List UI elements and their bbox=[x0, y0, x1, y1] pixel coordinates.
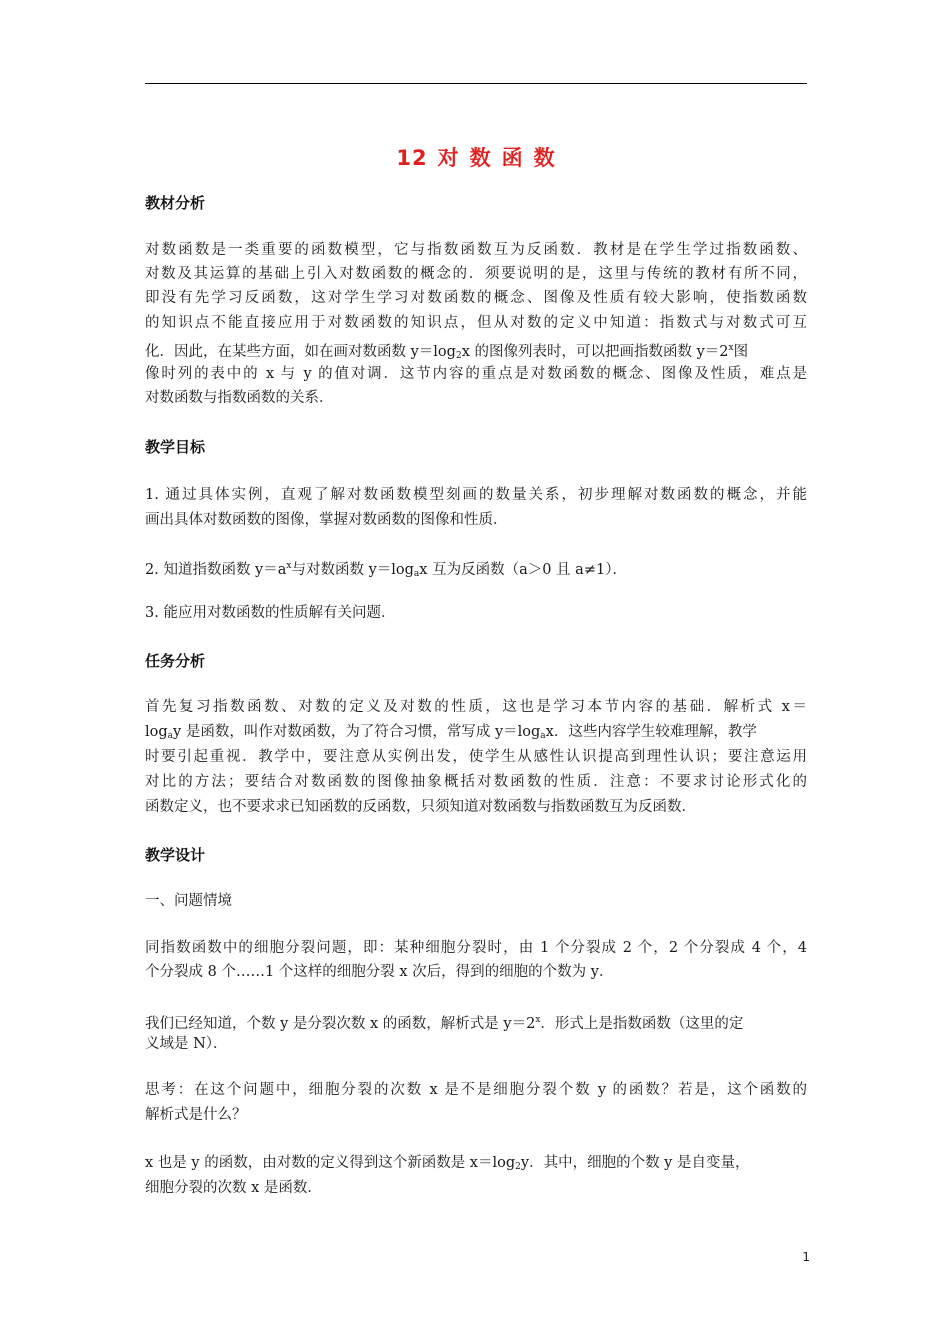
title-char: 数 bbox=[469, 146, 492, 170]
analysis-line: 的知识点不能直接应用于对数函数的知识点，但从对数的定义中知道：指数式与对数式可互 bbox=[145, 315, 807, 331]
section-heading-goals: 教学目标 bbox=[145, 438, 206, 456]
design-line: 解析式是什么？ bbox=[145, 1107, 247, 1123]
design-line: 思考：在这个问题中，细胞分裂的次数 x 是不是细胞分裂个数 y 的函数？若是，这个函数的 bbox=[145, 1082, 807, 1098]
analysis-line: 即没有先学习反函数，这对学生学习对数函数的概念、图像及性质有较大影响，使指数函数 bbox=[145, 290, 807, 306]
design-line: 义域是 N）． bbox=[145, 1036, 228, 1052]
task-line: $\log_ay$ 是函数，叫作对数函数，为了符合习惯，常写成 $y=\log_ax$．这些内容学生较难理解，教学 bbox=[145, 724, 757, 741]
page-number: 1 bbox=[802, 1250, 810, 1264]
analysis-line: 对数及其运算的基础上引入对数函数的概念的．须要说明的是，这里与传统的教材有所不同， bbox=[145, 266, 807, 282]
task-line: 时要引起重视．教学中，要注意从实例出发，使学生从感性认识提高到理性认识；要注意运用 bbox=[145, 749, 807, 765]
design-line: 细胞分裂的次数 x 是函数． bbox=[145, 1180, 322, 1196]
page-title bbox=[145, 143, 807, 173]
title-char: 对 bbox=[437, 146, 460, 170]
title-char: 函 bbox=[501, 146, 524, 170]
analysis-line: 像时列的表中的 x 与 y 的值对调．这节内容的重点是对数函数的概念、图像及性质，难点是 bbox=[145, 366, 807, 382]
analysis-line: 对数函数与指数函数的关系． bbox=[145, 390, 334, 406]
section-heading-analysis: 教材分析 bbox=[145, 194, 206, 212]
task-line: 首先复习指数函数、对数的定义及对数的性质，这也是学习本节内容的基础．解析式 x＝ bbox=[145, 699, 807, 715]
goal-item: 1. 通过具体实例，直观了解对数函数模型刻画的数量关系，初步理解对数函数的概念，并能 bbox=[145, 487, 807, 503]
title-number: 12 bbox=[396, 146, 428, 170]
header-rule bbox=[145, 83, 807, 84]
analysis-line: 化．因此，在某些方面，如在画对数函数 $y=\log_2x$ 的图像列表时，可以把画指数函数 $y=2^x$图 bbox=[145, 343, 749, 361]
title-char: 数 bbox=[533, 146, 556, 170]
design-line: 个分裂成 8 个……1 个这样的细胞分裂 x 次后，得到的细胞的个数为 y． bbox=[145, 964, 614, 980]
task-line: 对比的方法；要结合对数函数的图像抽象概括对数函数的性质．注意：不要求讨论形式化的 bbox=[145, 774, 807, 790]
design-line: 我们已经知道，个数 y 是分裂次数 x 的函数，解析式是 $y=2^x$．形式上是指数函数（这里的定 bbox=[145, 1015, 744, 1032]
design-line: 同指数函数中的细胞分裂问题，即：某种细胞分裂时，由 1 个分裂成 2 个，2 个分裂成 4 个，4 bbox=[145, 940, 807, 956]
design-subheading: 一、问题情境 bbox=[145, 893, 232, 909]
goal-item: 2. 知道指数函数 $y=a^x$与对数函数 $y=\log_ax$ 互为反函数（a＞0 且 a≠1）． bbox=[145, 561, 627, 579]
goal-item: 画出具体对数函数的图像，掌握对数函数的图像和性质． bbox=[145, 512, 508, 528]
analysis-line: 对数函数是一类重要的函数模型，它与指数函数互为反函数．教材是在学生学过指数函数、 bbox=[145, 242, 807, 258]
section-heading-task: 任务分析 bbox=[145, 652, 206, 670]
design-line: x 也是 y 的函数，由对数的定义得到这个新函数是 $x=\log_2y$．其中，细胞的个数 y 是自变量， bbox=[145, 1155, 750, 1172]
section-heading-design: 教学设计 bbox=[145, 846, 206, 864]
goal-item: 3. 能应用对数函数的性质解有关问题． bbox=[145, 605, 396, 621]
task-line: 函数定义，也不要求求已知函数的反函数，只须知道对数函数与指数函数互为反函数． bbox=[145, 799, 696, 815]
